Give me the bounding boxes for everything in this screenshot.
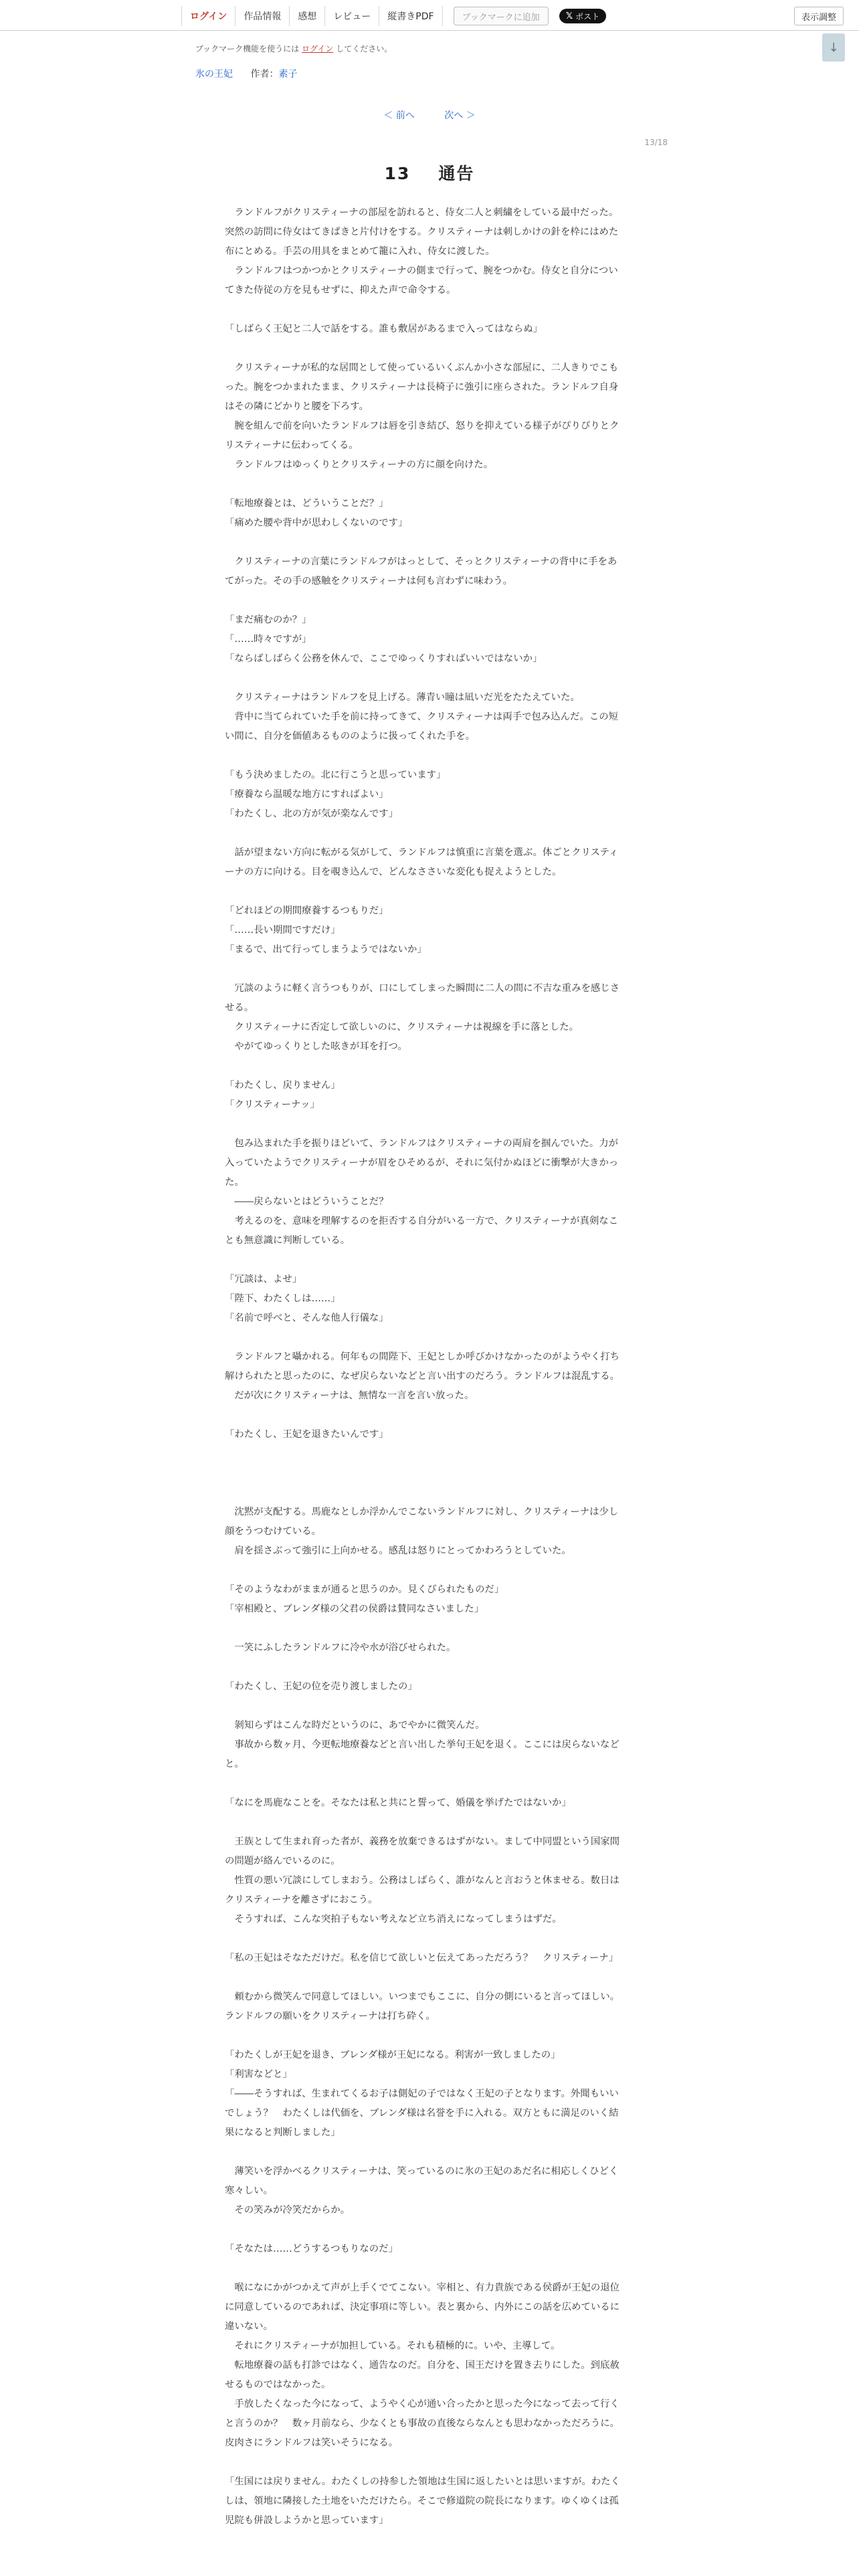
blank-line [225, 300, 626, 320]
blank-line [225, 1251, 626, 1270]
scroll-down-button[interactable] [822, 33, 845, 62]
novel-body [225, 203, 626, 2531]
body-paragraph: 「生国には戻りません。わたくしの持参した領地は生国に返したいとは思いますが。わたくしは、領地に隣接した土地をいただけたら。そこで修道院の院長になります。ゆくゆくは孤児院も併設しようかと思っています」 [225, 2476, 620, 2526]
body-paragraph: 「しばらく王妃と二人で話をする。誰も敷居があるまで入ってはならぬ」 [225, 324, 543, 334]
blank-line [225, 1774, 626, 1794]
body-paragraph: 「そなたは……どうするつもりなのだ」 [225, 2244, 398, 2254]
blank-line [225, 1444, 626, 1464]
body-paragraph: ランドルフがクリスティーナの部屋を訪れると、侍女二人と刺繍をしている最中だった。突然の訪問に侍女はてきぱきと片付けをする。クリスティーナは刺しかけの針を枠にはめた布にとめる。手芸の用具をまとめて籠に入れ、侍女に渡した。 [225, 207, 619, 257]
body-paragraph: 「――そうすれば、生まれてくるお子は側妃の子ではなく王妃の子となります。外聞もいいでしょう？ わたくしは代価を、ブレンダ様は名誉を手に入れる。双方ともに満足のいく結果になると判断しました」 [225, 2088, 619, 2138]
next-page-link[interactable]: 次へ ＞ [444, 110, 476, 121]
blank-line [225, 1658, 626, 1677]
blank-line [225, 339, 626, 358]
blank-line [225, 1697, 626, 1716]
blank-line [225, 1464, 626, 1483]
blank-line [225, 1619, 626, 1638]
work-info [195, 67, 297, 80]
impressions-link[interactable]: 感想 [290, 6, 325, 26]
body-paragraph: 「陛下、わたくしは……」 [225, 1293, 341, 1304]
body-paragraph: 性質の悪い冗談にしてしまおう。公務はしばらく、誰がなんと言おうと休ませる。数日はクリスティーナを離さずにおこう。 [225, 1875, 619, 1905]
notice-text-after: してください。 [333, 44, 393, 53]
body-paragraph: 「……長い期間ですだけ」 [225, 925, 341, 936]
body-paragraph: ランドルフはつかつかとクリスティーナの側まで行って、腕をつかむ。侍女と自分についてきた侍従の方を見もせずに、抑えた声で命令する。 [225, 265, 618, 296]
body-paragraph: 「わたくし、北の方が気が楽なんです」 [225, 809, 399, 819]
chapter-title [0, 160, 859, 185]
body-paragraph: 冗談のように軽く言うつもりが、口にしてしまった瞬間に二人の間に不吉な重みを感じさせる。 [225, 983, 620, 1013]
body-paragraph: ――戻らないとはどういうことだ？ [225, 1196, 389, 1207]
body-paragraph: 背中に当てられていた手を前に持ってきて、クリスティーナは両手で包み込んだ。この短い間に、自分を価値あるもののように扱ってくれた手を。 [225, 712, 619, 742]
blank-line [225, 1561, 626, 1580]
body-paragraph: 「わたくし、戻りません」 [225, 1080, 341, 1091]
blank-line [225, 1406, 626, 1425]
nav-menu [181, 6, 606, 26]
blank-line [225, 2220, 626, 2240]
body-paragraph: 「まるで、出て行ってしまうようではないか」 [225, 944, 427, 955]
vertical-pdf-link[interactable]: 縦書きPDF [379, 6, 442, 26]
body-paragraph: その笑みが冷笑だからか。 [225, 2205, 351, 2216]
body-paragraph: 包み込まれた手を振りほどいて、ランドルフはクリスティーナの両肩を掴んでいた。力が入っていたようでクリスティーナが眉をひそめるが、それに気付かぬほどに衝撃が大きかった。 [225, 1138, 619, 1188]
blank-line [225, 2026, 626, 2046]
body-paragraph: 「そのようなわがままが通ると思うのか。見くびられたものだ」 [225, 1584, 504, 1595]
blank-line [225, 882, 626, 901]
chapter-pager [0, 108, 859, 122]
body-paragraph: 肩を揺さぶって強引に上向かせる。感乱は怒りにとってかわろうとしていた。 [225, 1545, 571, 1556]
body-paragraph: 「利害などと」 [225, 2069, 292, 2080]
body-paragraph: 「クリスティーナッ」 [225, 1099, 320, 1110]
blank-line [225, 1968, 626, 1988]
body-paragraph: 「名前で呼べと、そんな他人行儀な」 [225, 1313, 389, 1323]
body-paragraph: 考えるのを、意味を理解するのを拒否する自分がいる一方で、クリスティーナが真剣なことも無意識に判断している。 [225, 1216, 619, 1246]
bookmark-login-notice [195, 43, 392, 54]
body-paragraph: 腕を組んで前を向いたランドルフは唇を引き結び、怒りを抑えている様子がぴりぴりとクリスティーナに伝わってくる。 [225, 421, 619, 451]
body-paragraph: 「わたくし、王妃を退きたいんです」 [225, 1429, 389, 1440]
body-paragraph: 事故から数ヶ月、今更転地療養などと言い出した挙句王妃を退く。ここには戻らないなどと。 [225, 1739, 619, 1769]
body-paragraph: 「宰相殿と、ブレンダ様の父君の侯爵は賛同なさいました」 [225, 1604, 484, 1614]
login-link[interactable]: ログイン [182, 6, 235, 26]
body-paragraph: それにクリスティーナが加担している。それも積極的に。いや、主導して。 [225, 2341, 561, 2351]
body-paragraph: 転地療養の話も打診ではなく、通告なのだ。自分を、国王だけを置き去りにした。到底赦せるものではなかった。 [225, 2360, 619, 2390]
blank-line [225, 1115, 626, 1134]
blank-line [225, 1057, 626, 1076]
body-paragraph: クリスティーナの言葉にランドルフがはっとして、そっとクリスティーナの背中に手をあてがった。その手の感触をクリスティーナは何も言わずに味わう。 [225, 556, 617, 586]
prev-page-link[interactable]: ＜ 前へ [383, 110, 415, 121]
body-paragraph: 「わたくしが王妃を退き、ブレンダ様が王妃になる。利害が一致しましたの」 [225, 2050, 561, 2060]
body-paragraph: 一笑にふしたランドルフに冷や水が浴びせられた。 [225, 1642, 456, 1653]
body-paragraph: 「わたくし、王妃の位を売り渡しましたの」 [225, 1681, 417, 1692]
body-paragraph: 「転地療養とは、どういうことだ？」 [225, 498, 389, 509]
blank-line [225, 591, 626, 611]
blank-line [225, 1929, 626, 1949]
body-paragraph: 「痛めた腰や背中が思わしくないのです」 [225, 518, 408, 528]
body-paragraph: 「冗談は、よせ」 [225, 1274, 302, 1285]
arrow-down-icon: ↓ [828, 40, 839, 55]
blank-line [225, 1328, 626, 1348]
body-paragraph: 王族として生まれ育った者が、義務を放棄できるはずがない。まして中同盟という国家間の問題が絡んでいるのに。 [225, 1836, 620, 1866]
body-paragraph: 「なにを馬鹿なことを。そなたは私と共にと誓って、婚儀を挙げたではないか」 [225, 1798, 571, 1808]
body-paragraph: 薄笑いを浮かべるクリスティーナは、笑っているのに氷の王妃のあだ名に相応しくひどく寒々しい。 [225, 2166, 619, 2196]
body-paragraph: 「……時々ですが」 [225, 634, 312, 645]
body-paragraph: 「ならばしばらく公務を休んで、ここでゆっくりすればいいではないか」 [225, 653, 543, 664]
x-logo-icon: 𝕏 [565, 11, 573, 21]
body-paragraph: 「どれほどの期間療養するつもりだ」 [225, 905, 389, 916]
top-navigation-bar [0, 0, 859, 31]
blank-line [225, 2453, 626, 2472]
body-paragraph: 「まだ痛むのか？」 [225, 615, 312, 625]
author-label: 作者： [250, 69, 279, 80]
chapter-number: 13 [384, 164, 411, 183]
body-paragraph: クリスティーナが私的な居間として使っているいくぶんか小さな部屋に、二人きりでこもった。腕をつかまれたまま、クリスティーナは長椅子に強引に座らされた。ランドルフ自身はその隣にどかりと腰を下ろす。 [225, 362, 619, 412]
x-share-label: ポスト [575, 11, 600, 21]
blank-line [225, 960, 626, 979]
notice-text-before: ブックマーク機能を使うには [195, 44, 302, 53]
blank-line [225, 533, 626, 552]
blank-line [225, 2259, 626, 2278]
work-info-link[interactable]: 作品情報 [235, 6, 290, 26]
blank-line [225, 1483, 626, 1503]
display-settings-button[interactable]: 表示調整 [794, 7, 844, 25]
work-title-link[interactable]: 氷の王妃 [195, 69, 233, 80]
reviews-link[interactable]: レビュー [325, 6, 379, 26]
body-paragraph: 話が望まない方向に転がる気がして、ランドルフは慎重に言葉を選ぶ。体ごとクリスティーナの方に向ける。目を覗き込んで、どんなささいな変化も捉えようとした。 [225, 847, 619, 877]
body-paragraph: 喉になにかがつかえて声が上手くでてこない。宰相と、有力貴族である侯爵が王妃の退位に同意しているのであれば、決定事項に等しい。表と裏から、内外にこの話を広めているに違いない。 [225, 2282, 620, 2332]
page-count: 13/18 [644, 138, 668, 147]
author-link[interactable]: 素子 [278, 69, 298, 80]
body-paragraph: そうすれば、こんな突拍子もない考えなど立ち消えになってしまうはずだ。 [225, 1914, 562, 1925]
body-paragraph: 手放したくなった今になって、ようやく心が通い合ったかと思った今になって去って行くと言うのか？ 数ヶ月前なら、少なくとも事故の直後ならなんとも思わなかっただろうに。皮肉さにランドルフは笑いそうになる。 [225, 2399, 620, 2448]
notice-login-link[interactable]: ログイン [301, 44, 334, 53]
body-paragraph: 頼むから微笑んで同意してほしい。いつまでもここに、自分の側にいると言ってほしい。ランドルフの願いをクリスティーナは打ち砕く。 [225, 1992, 620, 2022]
body-paragraph: 沈黙が支配する。馬鹿なとしか浮かんでこないランドルフに対し、クリスティーナは少し顔をうつむけている。 [225, 1507, 619, 1537]
bookmark-add-button[interactable]: ブックマークに追加 [454, 7, 549, 25]
body-paragraph: 「私の王妃はそなただけだ。私を信じて欲しいと伝えてあっただろう？ クリスティーナ」 [225, 1953, 619, 1963]
body-paragraph: 「療養なら温暖な地方にすればよい」 [225, 789, 389, 800]
blank-line [225, 824, 626, 843]
body-paragraph: クリスティーナに否定して欲しいのに、クリスティーナは視線を手に落とした。 [225, 1022, 579, 1033]
blank-line [225, 669, 626, 688]
body-paragraph: やがてゆっくりとした呟きが耳を打つ。 [225, 1041, 407, 1052]
body-paragraph: 「もう決めましたの。北に行こうと思っています」 [225, 770, 446, 780]
chapter-name: 通告 [438, 164, 475, 183]
body-paragraph: だが次にクリスティーナは、無情な一言を言い放った。 [225, 1390, 474, 1401]
body-paragraph: 剝知らずはこんな時だというのに、あでやかに微笑んだ。 [225, 1720, 485, 1731]
x-share-button[interactable] [559, 9, 607, 23]
body-paragraph: クリスティーナはランドルフを見上げる。薄青い瞳は凪いだ光をたたえていた。 [225, 692, 580, 703]
blank-line [225, 746, 626, 766]
blank-line [225, 2143, 626, 2162]
body-paragraph: ランドルフはゆっくりとクリスティーナの方に顔を向けた。 [225, 459, 494, 470]
body-paragraph: ランドルフと囁かれる。何年もの間陛下、王妃としか呼びかけなかったのがようやく打ち解けられたと思ったのに、なぜ戻らないなどと言い出すのだろう。ランドルフは混乱する。 [225, 1352, 620, 1382]
blank-line [225, 475, 626, 494]
blank-line [225, 1813, 626, 1832]
